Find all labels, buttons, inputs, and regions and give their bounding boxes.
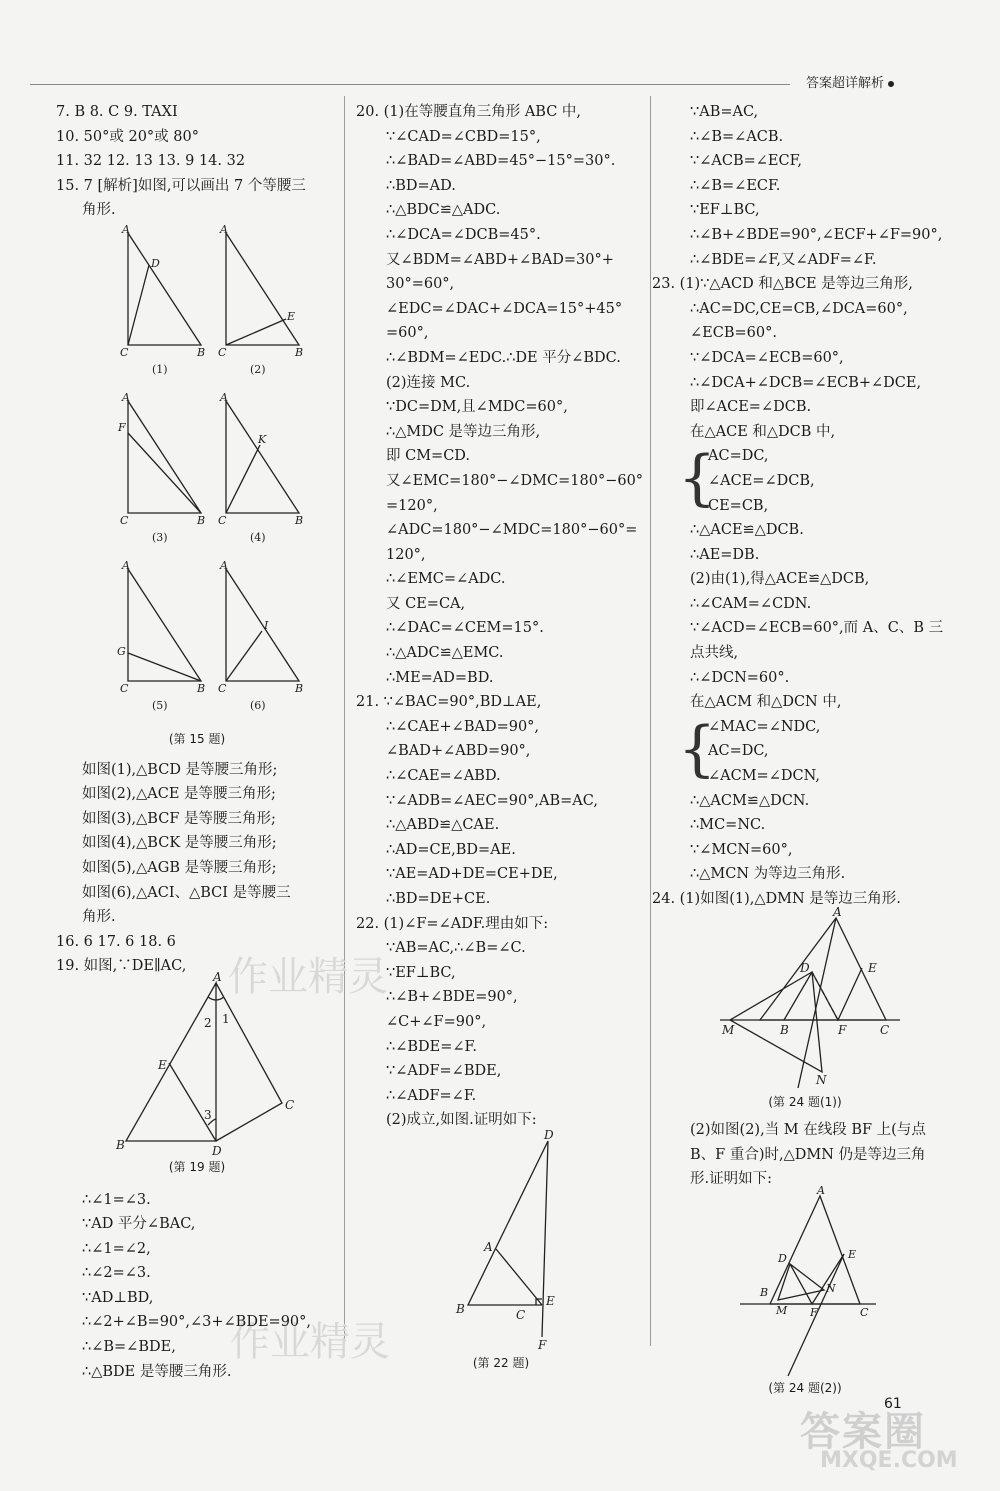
answer-line: 即∠ACE=∠DCB. [690,399,812,416]
fig19-right-edge [216,983,282,1141]
answer-line: 又∠BDM=∠ABD+∠BAD=30°+ [386,251,614,268]
answer-line: 7. B 8. C 9. TAXI [56,104,178,120]
watermark-brand: 答案圈 [800,1409,926,1455]
answer-line: (2)如图(2),当 M 在线段 BF 上(与点 [690,1122,926,1139]
brace-group-1 [678,443,950,518]
answer-line: ∴△MDC 是等边三角形, [386,423,541,440]
fig15-4-triangle [226,401,299,513]
answer-line: ∴∠B=∠BDE, [82,1339,176,1356]
brace-line: AC=DC, [708,743,769,760]
figure-24-2 [660,1183,950,1376]
answer-line: 23. (1)∵△ACD 和△BCE 是等边三角形, [652,276,913,293]
answer-line: ∴∠CAE=∠ABD. [386,768,501,785]
answer-line: 20. (1)在等腰直角三角形 ABC 中, [356,104,582,120]
answer-line: ∴△BDE 是等腰三角形. [82,1363,232,1380]
answer-line: ∠EDC=∠DAC+∠DCA=15°+45° [386,300,623,317]
svg-text:C: C [218,345,227,359]
svg-text:A: A [220,558,228,572]
fig15-1-triangle [128,233,201,345]
svg-text:A: A [833,904,842,919]
answer-line: 30°=60°, [386,276,455,293]
answer-line: ∴AC=DC,CE=CB,∠DCA=60°, [690,300,908,317]
answer-line: ∠C+∠F=90°, [386,1013,487,1030]
svg-text:1: 1 [222,1011,230,1026]
answer-line: ∴∠EMC=∠ADC. [386,571,506,588]
svg-text:N: N [816,1072,827,1087]
svg-text:D: D [212,1143,222,1158]
answer-line: ∴△ACE≌△DCB. [690,522,804,539]
figure-15 [56,223,326,731]
fig24-2-segments [790,1254,844,1304]
svg-text:I: I [264,618,269,632]
answer-line: 即 CM=CD. [386,448,471,465]
answer-line: 10. 50°或 20°或 80° [56,128,199,145]
svg-text:E: E [158,1057,167,1072]
answer-line: 点共线, [690,645,739,662]
figure-19-title: (第 19 题) [168,1159,226,1174]
svg-text:A: A [220,390,228,404]
svg-text:F: F [810,1305,818,1319]
answer-line: ∵AE=AD+DE=CE+DE, [386,866,558,883]
answer-line: ∵EF⊥BC, [386,964,456,981]
answer-line: ∴∠2+∠B=90°,∠3+∠BDE=90°, [82,1314,312,1331]
fig24-1-triangle-dmn [730,972,822,1072]
fig15-4-segment [226,445,260,513]
svg-text:C: C [218,681,227,695]
answer-line: ∴∠BDM=∠EDC.∴DE 平分∠BDC. [386,349,621,366]
fig15-caption: (1) [152,362,168,376]
svg-text:F: F [118,420,126,434]
answer-line: ∴∠DCA=∠DCB=45°. [386,226,541,243]
fig15-5-triangle [128,569,201,681]
svg-text:B: B [295,345,304,359]
svg-text:B: B [456,1301,465,1316]
answer-line: ∵AB=AC, [690,104,759,120]
faint-watermark-1: 作业精灵 [228,954,388,1000]
column-divider-1 [344,96,345,1346]
column-2 [356,100,646,1376]
answer-line: ∴△ABD≌△CAE. [386,817,500,834]
svg-text:A: A [122,222,130,236]
svg-text:C: C [120,345,129,359]
answer-line: ∴∠1=∠2, [82,1240,151,1257]
answer-line: ∵∠ACD=∠ECB=60°,而 A、C、B 三 [690,620,944,637]
fig15-3-segment [128,433,201,513]
fig15-caption: (6) [250,698,266,712]
svg-text:C: C [218,513,227,527]
fig22-segment-ac [496,1249,542,1305]
svg-text:3: 3 [204,1107,212,1122]
figure-15-title: (第 15 题) [168,731,226,746]
answer-line: 15. 7 [解析]如图,可以画出 7 个等腰三 [56,177,306,194]
figure-19 [56,969,326,1158]
brace-line: CE=CB, [708,497,769,514]
svg-text:E: E [868,960,877,975]
fig15-caption: (4) [250,530,266,544]
svg-text:G: G [117,644,126,658]
answer-line: ∴BD=DE+CE. [386,891,491,907]
answer-line: ∴∠BAD=∠ABD=45°−15°=30°. [386,153,616,170]
fig15-1-segment [128,265,149,345]
answer-line: 如图(1),△BCD 是等腰三角形; [82,761,278,778]
figure-22 [356,1127,646,1352]
answer-line: ∴△ADC≌△EMC. [386,645,504,662]
answer-line: ∴∠B+∠BDE=90°, [386,989,518,1006]
answer-line: B、F 重合)时,△DMN 仍是等边三角 [690,1146,926,1163]
brace-line: AC=DC, [708,448,769,465]
brace-line: ∠ACM=∠DCN, [708,768,820,785]
answer-line: 如图(6),△ACI、△BCI 是等腰三 [82,884,291,901]
svg-text:M: M [776,1303,788,1317]
svg-text:D: D [778,1251,787,1265]
fig15-6-segment [226,631,262,681]
fig19-segment-de [169,1063,216,1141]
answer-line: 120°, [386,546,426,563]
answer-line: 又 CE=CA, [386,595,466,612]
answer-line: ∵∠MCN=60°, [690,841,793,858]
answer-line: 又∠EMC=180°−∠DMC=180°−60° [386,472,644,489]
fig15-caption: (3) [152,530,168,544]
figure-22-title: (第 22 题) [472,1355,530,1370]
answer-line: =120°, [386,497,438,514]
answer-line: ∴∠CAE+∠BAD=90°, [386,718,540,735]
svg-text:D: D [544,1127,554,1142]
answer-line: ∴∠DAC=∠CEM=15°. [386,620,544,637]
svg-text:C: C [285,1097,295,1112]
header-tag [806,72,894,91]
answer-line: ∴ME=AD=BD. [386,669,494,686]
svg-text:K: K [258,432,267,446]
svg-text:A: A [817,1183,825,1197]
answer-line: 如图(4),△BCK 是等腰三角形; [82,835,277,852]
brace-line: ∠ACE=∠DCB, [708,472,815,489]
faint-watermark-2: 作业精灵 [230,1319,390,1365]
answer-line: ∴AD=CE,BD=AE. [386,841,516,858]
answer-line: 22. (1)∠F=∠ADF.理由如下: [356,915,549,932]
fig15-2-segment [226,319,286,345]
column-divider-2 [650,96,651,1346]
fig24-2-triangle [770,1196,860,1304]
answer-line: ∵∠ADF=∠BDE, [386,1063,502,1080]
brace-icon: { [678,713,717,784]
svg-text:B: B [197,681,206,695]
answer-line: ∠ADC=180°−∠MDC=180°−60°= [386,522,638,539]
svg-text:A: A [122,558,130,572]
answer-line: 如图(3),△BCF 是等腰三角形; [82,810,276,827]
answer-line: ∵AD⊥BD, [82,1289,154,1306]
figure-24-1-title: (第 24 题(1)) [768,1094,842,1109]
answer-line: 24. (1)如图(1),△DMN 是等边三角形. [652,891,901,907]
svg-text:D: D [151,256,160,270]
svg-text:A: A [484,1239,493,1254]
svg-text:B: B [116,1137,125,1152]
svg-text:A: A [220,222,228,236]
answer-line: ∴AE=DB. [690,546,760,563]
page-number: 61 [884,1396,902,1412]
fig15-5-segment [128,653,201,681]
svg-text:A: A [122,390,130,404]
svg-text:E: E [848,1247,857,1261]
answer-line: ∴∠DCN=60°. [690,669,790,686]
answer-line: =60°, [386,325,429,342]
svg-text:B: B [780,1022,789,1037]
svg-text:C: C [120,513,129,527]
answer-line: ∴∠BDE=∠F,又∠ADF=∠F. [690,251,877,268]
answer-line: ∵EF⊥BC, [690,202,760,219]
svg-text:2: 2 [204,1015,212,1030]
svg-text:F: F [538,1337,547,1352]
answer-line: ∴∠B=∠ECF. [690,177,781,194]
fig24-1-segment [784,972,812,1020]
answer-line: ∴∠ADF=∠F. [386,1087,477,1104]
fig22-triangle [468,1141,548,1305]
answer-line: 角形. [82,909,116,926]
answer-line: ∴MC=NC. [690,817,766,834]
answer-line: 11. 32 12. 13 13. 9 14. 32 [56,153,246,170]
answer-line: 如图(5),△AGB 是等腰三角形; [82,859,277,876]
answer-line: ∵∠DCA=∠ECB=60°, [690,349,844,366]
svg-text:M: M [722,1022,735,1037]
svg-text:C: C [880,1022,890,1037]
answer-line: ∵∠CAD=∠CBD=15°, [386,128,541,145]
svg-text:D: D [800,960,810,975]
answer-line: ∠BAD+∠ABD=90°, [386,743,531,760]
answer-line: ∴△ACM≌△DCN. [690,792,810,809]
fig15-2-triangle [226,233,299,345]
header-tag-text: 答案超详解析 [806,76,885,91]
answer-line: ∴∠CAM=∠CDN. [690,595,812,612]
answer-line: 16. 6 17. 6 18. 6 [56,933,176,950]
answer-line: 19. 如图,∵DE∥AC, [56,958,187,975]
answer-line: (2)成立,如图.证明如下: [386,1112,537,1129]
answer-line: ∵AD 平分∠BAC, [82,1216,196,1233]
svg-text:B: B [295,681,304,695]
brace-group-2 [678,713,950,789]
svg-text:B: B [197,345,206,359]
answer-line: 形.证明如下: [690,1171,772,1188]
answer-line: ∴∠DCA+∠DCB=∠ECB+∠DCE, [690,374,922,391]
svg-text:E: E [546,1293,555,1308]
answer-line: ∵DC=DM,且∠MDC=60°, [386,399,568,416]
answer-line: ∴BD=AD. [386,177,456,194]
answer-line: ∵AB=AC,∴∠B=∠C. [386,940,526,957]
fig15-3-triangle [128,401,201,513]
answer-line: ∠ECB=60°. [690,325,777,342]
fig15-caption: (5) [152,698,168,712]
figure-24-2-title: (第 24 题(2)) [768,1380,842,1395]
svg-text:B: B [760,1285,769,1299]
answer-line: 在△ACM 和△DCN 中, [690,694,842,711]
svg-text:A: A [213,969,222,984]
answer-line: ∴∠2=∠3. [82,1265,151,1282]
answer-line: ∴∠BDE=∠F. [386,1038,477,1055]
svg-text:E: E [287,309,296,323]
svg-text:B: B [197,513,206,527]
header-rule [30,84,790,85]
answer-line: 角形. [82,202,116,219]
answer-line: ∵∠ACB=∠ECF, [690,153,802,170]
answer-line: ∴△MCN 为等边三角形. [690,866,846,883]
answer-line: 如图(2),△ACE 是等腰三角形; [82,786,276,803]
answer-line: ∴∠B=∠ACB. [690,128,784,145]
svg-text:F: F [838,1022,847,1037]
answer-line: ∴△BDC≌△ADC. [386,202,501,219]
answer-line: ∵∠ADB=∠AEC=90°,AB=AC, [386,792,598,809]
fig15-6-triangle [226,569,299,681]
svg-text:B: B [295,513,304,527]
fig19-left-triangle [126,983,216,1141]
fig15-caption: (2) [250,362,266,376]
header-dot-icon [888,81,894,87]
watermark-site: MXQE.COM [820,1448,958,1473]
column-3 [652,100,950,1401]
column-1 [56,100,338,1384]
answer-line: ∴∠B+∠BDE=90°,∠ECF+∠F=90°, [690,226,943,243]
answer-line: (2)连接 MC. [386,374,471,391]
answer-line: ∴∠1=∠3. [82,1191,151,1208]
answer-line: (2)由(1),得△ACE≌△DCB, [690,571,870,588]
svg-text:C: C [120,681,129,695]
answer-line: 在△ACE 和△DCB 中, [690,423,836,440]
svg-text:C: C [516,1307,526,1322]
answer-line: 21. ∵∠BAC=90°,BD⊥AE, [356,694,542,711]
fig24-2-triangle-dmn [778,1264,824,1300]
svg-text:C: C [860,1305,869,1319]
figure-24-1 [660,904,950,1090]
svg-text:N: N [826,1281,836,1295]
brace-line: ∠MAC=∠NDC, [708,718,821,735]
brace-icon: { [678,443,717,514]
